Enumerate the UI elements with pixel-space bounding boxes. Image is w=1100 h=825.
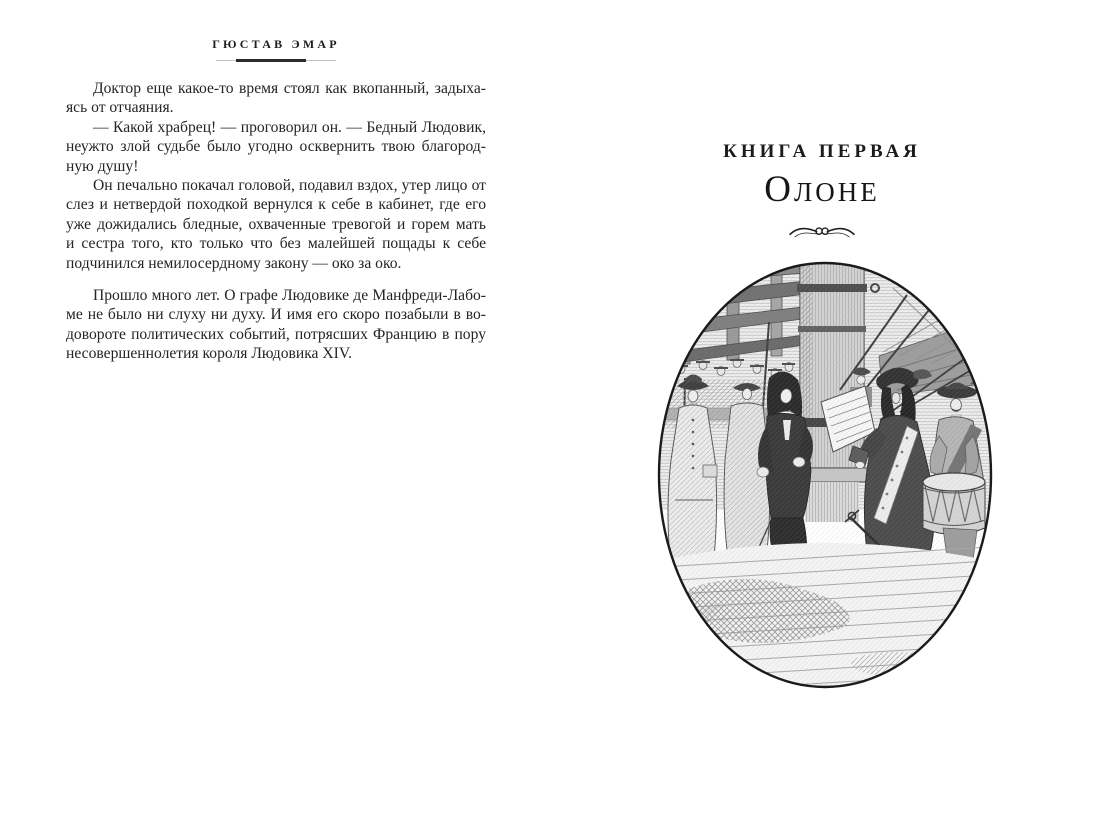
text-line: — Какой храбрец! — проговорил он. — Бедный Людовик, <box>93 118 486 136</box>
paragraph <box>66 286 486 364</box>
text-line: ную душу! <box>66 157 139 175</box>
text-line: неужто злой судьбе было угодно осквернить твою благород- <box>66 138 486 156</box>
text-line: несовершеннолетия короля Людовика XIV. <box>66 345 352 363</box>
left-page-body <box>66 79 486 364</box>
text-line: подчинился немилосердному закону — око за око. <box>66 254 402 272</box>
text-line: ясь от отчаяния. <box>66 99 174 117</box>
text-line: ме не было ни слуху ни духу. И имя его скоро позабыли в во- <box>66 306 486 324</box>
running-head: ГЮСТАВ ЭМАР <box>212 37 340 51</box>
paragraph <box>66 118 486 176</box>
text-line: уже дожидались бледные, охваченные тревогой и горем мать <box>66 215 486 233</box>
text-line: Он печально покачал головой, подавил вздох, утер лицо от <box>93 177 486 195</box>
chapter-title: ОЛОНЕ <box>764 169 880 210</box>
flourish-ornament-icon <box>652 221 992 247</box>
text-line: довороте политических событий, потрясших Францию в пору <box>66 325 486 343</box>
text-line: слез и нетвердой походкой вернулся к себе в кабинет, где его <box>66 196 486 214</box>
text-line: и сестра того, кто только что без малейшей пощады к себе <box>66 235 486 253</box>
text-line: Прошло много лет. О графе Людовике де Манфреди-Лабо- <box>93 287 486 305</box>
running-head-rule <box>216 59 336 62</box>
ship-deck-engraving-icon <box>655 260 995 690</box>
rule-thick-segment <box>236 59 306 62</box>
paragraph <box>66 79 486 118</box>
book-heading: КНИГА ПЕРВАЯ <box>723 141 921 162</box>
text-line: Доктор еще какое-то время стоял как вкопанный, задыха- <box>93 80 486 97</box>
paragraph <box>66 176 486 273</box>
